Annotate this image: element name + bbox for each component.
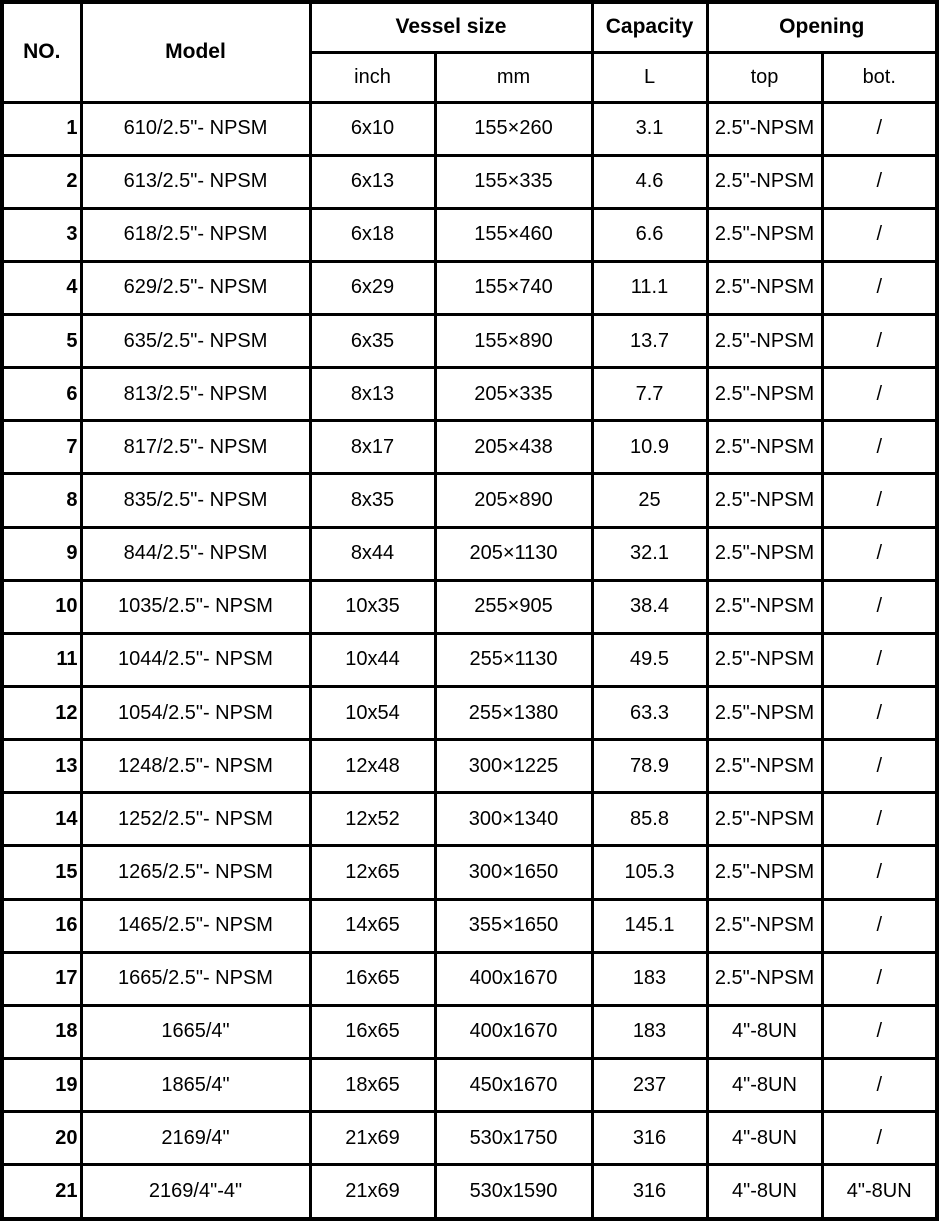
cell-no: 13 [2,740,81,793]
cell-mm: 205×890 [435,474,592,527]
cell-top: 2.5"-NPSM [707,208,822,261]
table-row [2,580,937,633]
cell-inch: 10x35 [310,580,435,633]
header-top: top [707,52,822,102]
table-row [2,474,937,527]
table-header [2,2,937,102]
cell-top: 4"-8UN [707,1059,822,1112]
cell-top: 2.5"-NPSM [707,261,822,314]
cell-capacity: 316 [592,1112,707,1165]
cell-capacity: 183 [592,952,707,1005]
cell-mm: 400x1670 [435,1005,592,1058]
cell-model: 610/2.5"- NPSM [81,102,310,155]
cell-mm: 400x1670 [435,952,592,1005]
cell-bot: / [822,474,937,527]
cell-no: 5 [2,315,81,368]
cell-inch: 6x29 [310,261,435,314]
table-row [2,1112,937,1165]
cell-mm: 300×1650 [435,846,592,899]
cell-mm: 155×335 [435,155,592,208]
cell-top: 4"-8UN [707,1112,822,1165]
header-vessel-size: Vessel size [310,2,592,52]
table-row [2,368,937,421]
header-bot: bot. [822,52,937,102]
cell-inch: 8x17 [310,421,435,474]
table-row [2,421,937,474]
cell-model: 618/2.5"- NPSM [81,208,310,261]
cell-bot: / [822,527,937,580]
cell-capacity: 85.8 [592,793,707,846]
cell-bot: / [822,1112,937,1165]
table-row [2,261,937,314]
cell-inch: 6x10 [310,102,435,155]
cell-capacity: 49.5 [592,633,707,686]
cell-no: 7 [2,421,81,474]
cell-model: 1044/2.5"- NPSM [81,633,310,686]
cell-inch: 12x65 [310,846,435,899]
cell-bot: / [822,1059,937,1112]
cell-capacity: 25 [592,474,707,527]
cell-bot: / [822,899,937,952]
cell-bot: / [822,368,937,421]
cell-model: 1035/2.5"- NPSM [81,580,310,633]
cell-no: 9 [2,527,81,580]
cell-mm: 355×1650 [435,899,592,952]
cell-bot: / [822,421,937,474]
cell-no: 2 [2,155,81,208]
cell-model: 629/2.5"- NPSM [81,261,310,314]
cell-top: 2.5"-NPSM [707,368,822,421]
cell-mm: 530x1750 [435,1112,592,1165]
cell-capacity: 316 [592,1165,707,1219]
cell-model: 1665/2.5"- NPSM [81,952,310,1005]
cell-no: 18 [2,1005,81,1058]
cell-mm: 450x1670 [435,1059,592,1112]
cell-no: 14 [2,793,81,846]
cell-inch: 6x35 [310,315,435,368]
cell-capacity: 237 [592,1059,707,1112]
cell-top: 2.5"-NPSM [707,474,822,527]
cell-model: 2169/4"-4" [81,1165,310,1219]
cell-inch: 21x69 [310,1112,435,1165]
cell-no: 12 [2,687,81,740]
table-row [2,315,937,368]
cell-inch: 6x18 [310,208,435,261]
header-mm: mm [435,52,592,102]
cell-capacity: 6.6 [592,208,707,261]
cell-bot: / [822,261,937,314]
header-inch: inch [310,52,435,102]
cell-model: 1265/2.5"- NPSM [81,846,310,899]
cell-bot: / [822,633,937,686]
cell-model: 1054/2.5"- NPSM [81,687,310,740]
cell-no: 1 [2,102,81,155]
cell-bot: / [822,740,937,793]
table-row [2,527,937,580]
table-row [2,740,937,793]
table-row [2,687,937,740]
cell-no: 19 [2,1059,81,1112]
cell-model: 813/2.5"- NPSM [81,368,310,421]
cell-no: 10 [2,580,81,633]
header-opening: Opening [707,2,937,52]
cell-bot: 4"-8UN [822,1165,937,1219]
cell-bot: / [822,155,937,208]
cell-inch: 14x65 [310,899,435,952]
header-capacity: Capacity [592,2,707,52]
cell-capacity: 145.1 [592,899,707,952]
header-row-main [2,2,937,52]
cell-capacity: 183 [592,1005,707,1058]
cell-mm: 155×890 [435,315,592,368]
cell-no: 6 [2,368,81,421]
header-l: L [592,52,707,102]
header-model: Model [81,2,310,102]
cell-top: 2.5"-NPSM [707,527,822,580]
cell-inch: 21x69 [310,1165,435,1219]
cell-capacity: 32.1 [592,527,707,580]
table-row [2,952,937,1005]
cell-mm: 155×740 [435,261,592,314]
cell-top: 2.5"-NPSM [707,952,822,1005]
cell-capacity: 11.1 [592,261,707,314]
cell-top: 2.5"-NPSM [707,740,822,793]
cell-capacity: 63.3 [592,687,707,740]
cell-model: 835/2.5"- NPSM [81,474,310,527]
table-row [2,793,937,846]
cell-mm: 255×1380 [435,687,592,740]
table-row [2,155,937,208]
cell-bot: / [822,315,937,368]
cell-top: 2.5"-NPSM [707,793,822,846]
table-row [2,633,937,686]
cell-no: 3 [2,208,81,261]
cell-model: 817/2.5"- NPSM [81,421,310,474]
cell-bot: / [822,687,937,740]
cell-inch: 8x35 [310,474,435,527]
table-row [2,1005,937,1058]
cell-inch: 10x44 [310,633,435,686]
cell-capacity: 7.7 [592,368,707,421]
cell-top: 4"-8UN [707,1165,822,1219]
cell-top: 2.5"-NPSM [707,846,822,899]
cell-top: 2.5"-NPSM [707,633,822,686]
cell-bot: / [822,846,937,899]
table-row [2,1165,937,1219]
cell-no: 8 [2,474,81,527]
cell-no: 20 [2,1112,81,1165]
cell-inch: 12x52 [310,793,435,846]
cell-model: 1252/2.5"- NPSM [81,793,310,846]
cell-mm: 255×1130 [435,633,592,686]
cell-top: 2.5"-NPSM [707,687,822,740]
cell-bot: / [822,580,937,633]
cell-inch: 12x48 [310,740,435,793]
cell-no: 17 [2,952,81,1005]
cell-top: 2.5"-NPSM [707,102,822,155]
table-row [2,899,937,952]
cell-capacity: 78.9 [592,740,707,793]
cell-inch: 16x65 [310,1005,435,1058]
cell-top: 2.5"-NPSM [707,315,822,368]
cell-model: 2169/4" [81,1112,310,1165]
cell-capacity: 105.3 [592,846,707,899]
cell-bot: / [822,793,937,846]
cell-mm: 205×438 [435,421,592,474]
cell-model: 613/2.5"- NPSM [81,155,310,208]
cell-model: 1865/4" [81,1059,310,1112]
cell-bot: / [822,102,937,155]
cell-mm: 155×260 [435,102,592,155]
cell-top: 4"-8UN [707,1005,822,1058]
cell-top: 2.5"-NPSM [707,155,822,208]
cell-model: 1665/4" [81,1005,310,1058]
cell-top: 2.5"-NPSM [707,421,822,474]
cell-bot: / [822,952,937,1005]
cell-capacity: 4.6 [592,155,707,208]
table-row [2,1059,937,1112]
cell-bot: / [822,208,937,261]
cell-mm: 255×905 [435,580,592,633]
cell-capacity: 13.7 [592,315,707,368]
cell-no: 15 [2,846,81,899]
cell-capacity: 3.1 [592,102,707,155]
cell-inch: 6x13 [310,155,435,208]
cell-mm: 155×460 [435,208,592,261]
cell-inch: 18x65 [310,1059,435,1112]
cell-inch: 10x54 [310,687,435,740]
cell-mm: 205×1130 [435,527,592,580]
cell-mm: 300×1340 [435,793,592,846]
header-no: NO. [2,2,81,102]
cell-mm: 300×1225 [435,740,592,793]
table-body [2,102,937,1219]
cell-top: 2.5"-NPSM [707,899,822,952]
cell-model: 844/2.5"- NPSM [81,527,310,580]
cell-inch: 8x13 [310,368,435,421]
table-row [2,846,937,899]
cell-no: 4 [2,261,81,314]
table-row [2,102,937,155]
cell-no: 16 [2,899,81,952]
cell-inch: 16x65 [310,952,435,1005]
cell-model: 635/2.5"- NPSM [81,315,310,368]
cell-bot: / [822,1005,937,1058]
cell-model: 1248/2.5"- NPSM [81,740,310,793]
cell-capacity: 10.9 [592,421,707,474]
cell-model: 1465/2.5"- NPSM [81,899,310,952]
cell-mm: 530x1590 [435,1165,592,1219]
cell-mm: 205×335 [435,368,592,421]
cell-top: 2.5"-NPSM [707,580,822,633]
cell-inch: 8x44 [310,527,435,580]
cell-capacity: 38.4 [592,580,707,633]
cell-no: 11 [2,633,81,686]
cell-no: 21 [2,1165,81,1219]
table-row [2,208,937,261]
